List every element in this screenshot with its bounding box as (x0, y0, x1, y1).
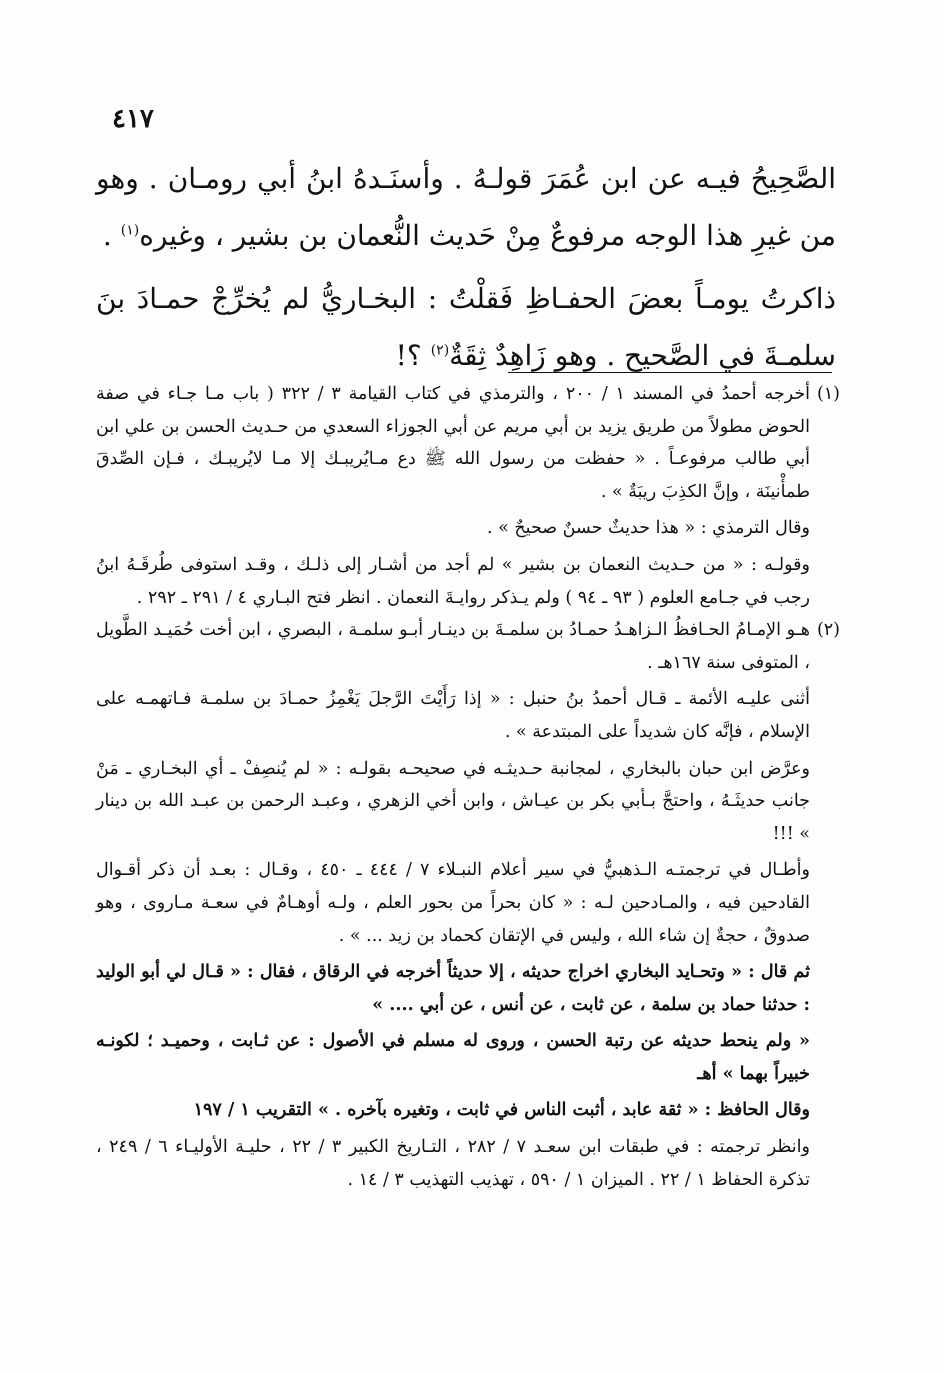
footnote-2-line: وعرَّض ابن حبان بالبخاري ، لمجانبة حـديثـه في صحيحـه بقولـه : « لم يُنصِفْ ـ أي البخـاري ـ مَنْ جانب حديثَـهُ ، واحتجَّ بـأبي بكر بن عيـاش ، وابن أخي الزهري ، وعبـد الرحمن بن عبـد الله بن دينار » !!! (96, 758, 810, 844)
footnote-ref-2: (٢) (430, 342, 450, 359)
footnotes (96, 378, 840, 1196)
footnote-1 (96, 378, 840, 614)
main-paragraph-1 (96, 150, 836, 264)
footnote-2-line: أثنى عليـه الأئمة ـ قـال أحمدُ بنُ حنبل : « إذا رَأَيْتَ الرَّجلَ يَغْمِزُ حمـادَ بن سلمـة فـاتهمـه على الإسلام ، فإنَّه كان شديداً على المبتدعة » . (96, 689, 810, 742)
footnote-2-line: « ولم ينحط حديثه عن رتبة الحسن ، وروى له مسلم في الأصول : عن ثـابت ، وحميـد ؛ لكونـه خبيراً بهما » أهـ (96, 1031, 810, 1084)
main-paragraph-2-text: ذاكرتُ يومـاً بعضَ الحفـاظِ فَقلْتُ : البخـاريُّ لم يُخرِّجْ حمـادَ بنَ سلمـةَ في الصَّحيح . وهو زَاهِدٌ ثِقَةٌ (96, 282, 836, 372)
footnote-separator (508, 372, 832, 373)
main-paragraph-1-end: . (102, 219, 121, 252)
footnote-2 (96, 614, 840, 1196)
footnote-2-line: وأطـال في ترجمتـه الـذهبيُّ في سير أعلام النبـلاء ٧ / ٤٤٤ ـ ٤٥٠ ، وقـال : بعـد أن ذكر أقـوال القادحين فيه ، والمـادحين لـه : « كان بحراً من بحور العلم ، ولـه أوهـامٌ في سعـة مـاروى ، وهو صدوقٌ ، حجةٌ إن شاء الله ، وليس في الإتقان كحماد بن زيد ... » . (96, 860, 810, 946)
main-paragraph-2 (96, 270, 836, 384)
footnote-2-number: (٢) (816, 620, 840, 641)
main-paragraph-2-end: ؟! (395, 339, 431, 372)
main-text (96, 150, 836, 384)
footnote-2-line: ثم قال : « وتحـايد البخاري اخراج حديثه ، إلا حديثاً أخرجه في الرقاق ، فقال : « قـال لي أبو الوليد : حدثنا حماد بن سلمة ، عن ثابت ، عن أنس ، عن أبي .... » (96, 962, 810, 1015)
page-number: ٤١٧ (112, 104, 154, 134)
footnote-1-line: وقولـه : « من حـديث النعمان بن بشير » لم أجد من أشـار إلى ذلـك ، وقـد استوفى طُرقَـهُ ابنُ رجب في جـامع العلوم ( ٩٣ ـ ٩٤ ) ولم يـذكر روايـةَ النعمان . انظر فتح البـاري ٤ / ٢٩١ ـ ٢٩٢ . (96, 554, 810, 608)
footnote-2-line: وقال الحافظ : « ثقة عابد ، أثبت الناس في ثابت ، وتغيره بآخره . » التقريب ١ / ١٩٧ (193, 1100, 810, 1121)
footnote-2-line: وانظر ترجمته : في طبقات ابن سعـد ٧ / ٢٨٢ ، التـاريخ الكبير ٣ / ٢٢ ، حليـة الأوليـاء ٦ / ٢٤٩ ، تذكرة الحفاظ ١ / ٢٢ . الميزان ١ / ٥٩٠ ، تهذيب التهذيب ٣ / ١٤ . (96, 1137, 810, 1190)
footnote-1-line: وقال الترمذي : « هذا حديثٌ حسنٌ صحيحٌ » . (486, 518, 810, 539)
footnote-ref-1: (١) (120, 222, 140, 239)
footnote-1-number: (١) (816, 384, 840, 404)
footnote-2-line: هـو الإمـامُ الحـافظُ الـزاهـدُ حمـادُ بن سلمـةَ بن دينـار أبـو سلمـة ، البصري ، ابن أخت حُمَيـد الطَّويل ، المتوفى سنة ١٦٧هـ . (96, 620, 810, 673)
footnote-1-line: أخرجه أحمدُ في المسند ١ / ٢٠٠ ، والترمذي في كتاب القيامة ٣ / ٣٢٢ ( باب مـا جـاء في صفة الحوض مطولاً من طريق يزيد بن أبي مريم عن أبي الجوزاء السعدي من حـديث الحسن بن علي ابن أبي طالب مرفوعـاً . « حفظت من رسول الله ﷺ دع مـايُريبـك إلا مـا لايُريبـك ، فـإن الصِّدقَ طمأْنينَة ، وإنَّ الكذِبَ ريبَةٌ » . (96, 384, 810, 502)
main-paragraph-1-text: الصَّحِيحُ فيـه عن ابن عُمَرَ قولـهُ . وأسنَـدهُ ابنُ أبي رومـان . وهو من غيرِ هذا الوجه مرفوعٌ مِنْ حَديث النُّعمان بن بشير ، وغيره (96, 162, 836, 252)
